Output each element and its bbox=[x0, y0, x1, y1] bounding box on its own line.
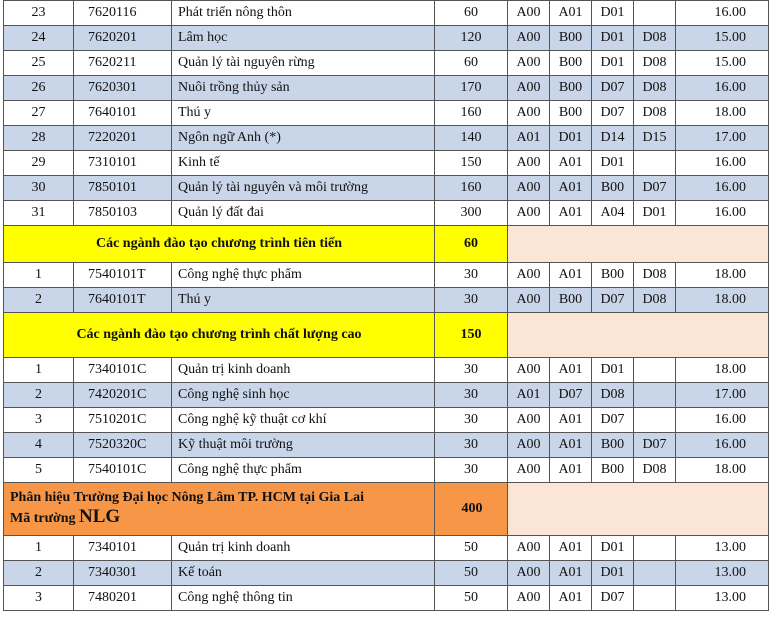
major-code: 7620116 bbox=[74, 1, 172, 26]
section-title: Các ngành đào tạo chương trình chất lượng cao bbox=[4, 313, 435, 358]
row-number: 4 bbox=[4, 433, 74, 458]
subject-combo-2: B00 bbox=[550, 76, 592, 101]
major-code: 7620301 bbox=[74, 76, 172, 101]
subject-combo-4 bbox=[634, 358, 676, 383]
row-number: 30 bbox=[4, 176, 74, 201]
subject-combo-3: B00 bbox=[592, 433, 634, 458]
min-score: 18.00 bbox=[676, 458, 769, 483]
major-code: 7850103 bbox=[74, 201, 172, 226]
major-code: 7540101T bbox=[74, 263, 172, 288]
row-number: 2 bbox=[4, 561, 74, 586]
row-number: 3 bbox=[4, 586, 74, 611]
table-body-branch bbox=[4, 536, 769, 611]
major-name: Công nghệ thực phẩm bbox=[172, 458, 435, 483]
subject-combo-3: D01 bbox=[592, 561, 634, 586]
section-row-advanced bbox=[4, 226, 769, 263]
quota: 50 bbox=[435, 561, 508, 586]
quota: 140 bbox=[435, 126, 508, 151]
major-name: Kế toán bbox=[172, 561, 435, 586]
subject-combo-4 bbox=[634, 561, 676, 586]
table-row bbox=[4, 383, 769, 408]
min-score: 16.00 bbox=[676, 433, 769, 458]
section-branch bbox=[4, 483, 769, 536]
major-name: Nuôi trồng thủy sản bbox=[172, 76, 435, 101]
row-number: 5 bbox=[4, 458, 74, 483]
subject-combo-3: D07 bbox=[592, 408, 634, 433]
major-name: Quản lý tài nguyên và môi trường bbox=[172, 176, 435, 201]
subject-combo-2: A01 bbox=[550, 433, 592, 458]
subject-combo-1: A01 bbox=[508, 383, 550, 408]
section-quota: 60 bbox=[435, 226, 508, 263]
min-score: 16.00 bbox=[676, 408, 769, 433]
min-score: 13.00 bbox=[676, 561, 769, 586]
major-code: 7420201C bbox=[74, 383, 172, 408]
major-code: 7540101C bbox=[74, 458, 172, 483]
subject-combo-3: B00 bbox=[592, 176, 634, 201]
subject-combo-4: D07 bbox=[634, 176, 676, 201]
subject-combo-3: D01 bbox=[592, 536, 634, 561]
min-score: 17.00 bbox=[676, 383, 769, 408]
subject-combo-2: A01 bbox=[550, 561, 592, 586]
major-code: 7620201 bbox=[74, 26, 172, 51]
subject-combo-4: D08 bbox=[634, 76, 676, 101]
major-name: Công nghệ thông tin bbox=[172, 586, 435, 611]
min-score: 18.00 bbox=[676, 288, 769, 313]
quota: 160 bbox=[435, 101, 508, 126]
major-name: Phát triển nông thôn bbox=[172, 1, 435, 26]
subject-combo-4: D01 bbox=[634, 201, 676, 226]
min-score: 13.00 bbox=[676, 536, 769, 561]
subject-combo-4 bbox=[634, 151, 676, 176]
subject-combo-4: D08 bbox=[634, 288, 676, 313]
subject-combo-2: A01 bbox=[550, 151, 592, 176]
row-number: 31 bbox=[4, 201, 74, 226]
subject-combo-4: D08 bbox=[634, 263, 676, 288]
section-row-branch bbox=[4, 483, 769, 536]
subject-combo-3: D08 bbox=[592, 383, 634, 408]
major-code: 7340301 bbox=[74, 561, 172, 586]
major-name: Công nghệ thực phẩm bbox=[172, 263, 435, 288]
subject-combo-4 bbox=[634, 586, 676, 611]
row-number: 1 bbox=[4, 263, 74, 288]
major-name: Quản lý đất đai bbox=[172, 201, 435, 226]
min-score: 18.00 bbox=[676, 358, 769, 383]
subject-combo-2: A01 bbox=[550, 358, 592, 383]
subject-combo-1: A00 bbox=[508, 561, 550, 586]
subject-combo-1: A01 bbox=[508, 126, 550, 151]
branch-title: Phân hiệu Trường Đại học Nông Lâm TP. HCM tại Gia Lai bbox=[10, 490, 365, 505]
table-row bbox=[4, 536, 769, 561]
subject-combo-1: A00 bbox=[508, 51, 550, 76]
table-row bbox=[4, 358, 769, 383]
table-body-advanced bbox=[4, 263, 769, 313]
quota: 120 bbox=[435, 26, 508, 51]
subject-combo-3: D07 bbox=[592, 76, 634, 101]
table-row bbox=[4, 101, 769, 126]
subject-combo-3: D01 bbox=[592, 358, 634, 383]
table-row bbox=[4, 151, 769, 176]
subject-combo-4: D15 bbox=[634, 126, 676, 151]
subject-combo-2: A01 bbox=[550, 586, 592, 611]
subject-combo-2: A01 bbox=[550, 201, 592, 226]
subject-combo-3: D07 bbox=[592, 101, 634, 126]
table-body-high-quality bbox=[4, 358, 769, 483]
subject-combo-4: D08 bbox=[634, 458, 676, 483]
quota: 30 bbox=[435, 408, 508, 433]
major-name: Thú y bbox=[172, 101, 435, 126]
table-row bbox=[4, 176, 769, 201]
subject-combo-2: A01 bbox=[550, 458, 592, 483]
table-row bbox=[4, 586, 769, 611]
table-body-regular bbox=[4, 1, 769, 226]
major-name: Quản trị kinh doanh bbox=[172, 358, 435, 383]
row-number: 1 bbox=[4, 358, 74, 383]
table-row bbox=[4, 26, 769, 51]
min-score: 16.00 bbox=[676, 151, 769, 176]
row-number: 3 bbox=[4, 408, 74, 433]
subject-combo-3: D01 bbox=[592, 51, 634, 76]
quota: 60 bbox=[435, 1, 508, 26]
subject-combo-4 bbox=[634, 536, 676, 561]
quota: 30 bbox=[435, 288, 508, 313]
row-number: 1 bbox=[4, 536, 74, 561]
section-blank bbox=[508, 226, 769, 263]
quota: 300 bbox=[435, 201, 508, 226]
section-blank bbox=[508, 483, 769, 536]
quota: 30 bbox=[435, 458, 508, 483]
row-number: 2 bbox=[4, 288, 74, 313]
subject-combo-1: A00 bbox=[508, 76, 550, 101]
section-quota: 400 bbox=[435, 483, 508, 536]
subject-combo-2: D01 bbox=[550, 126, 592, 151]
quota: 30 bbox=[435, 358, 508, 383]
subject-combo-1: A00 bbox=[508, 288, 550, 313]
subject-combo-2: B00 bbox=[550, 101, 592, 126]
major-code: 7620211 bbox=[74, 51, 172, 76]
min-score: 16.00 bbox=[676, 176, 769, 201]
table-row bbox=[4, 126, 769, 151]
major-code: 7340101C bbox=[74, 358, 172, 383]
major-code: 7310101 bbox=[74, 151, 172, 176]
subject-combo-3: D07 bbox=[592, 586, 634, 611]
major-code: 7510201C bbox=[74, 408, 172, 433]
subject-combo-2: A01 bbox=[550, 263, 592, 288]
quota: 50 bbox=[435, 586, 508, 611]
quota: 30 bbox=[435, 383, 508, 408]
table-row bbox=[4, 51, 769, 76]
subject-combo-1: A00 bbox=[508, 433, 550, 458]
row-number: 24 bbox=[4, 26, 74, 51]
major-code: 7520320C bbox=[74, 433, 172, 458]
subject-combo-3: D01 bbox=[592, 151, 634, 176]
table-row bbox=[4, 408, 769, 433]
subject-combo-3: D07 bbox=[592, 288, 634, 313]
table-row bbox=[4, 561, 769, 586]
major-name: Quản trị kinh doanh bbox=[172, 536, 435, 561]
major-name: Công nghệ kỹ thuật cơ khí bbox=[172, 408, 435, 433]
major-name: Kinh tế bbox=[172, 151, 435, 176]
major-name: Quản lý tài nguyên rừng bbox=[172, 51, 435, 76]
admissions-table-sheet bbox=[3, 0, 768, 611]
major-name: Công nghệ sinh học bbox=[172, 383, 435, 408]
major-code: 7640101 bbox=[74, 101, 172, 126]
subject-combo-4: D07 bbox=[634, 433, 676, 458]
section-advanced bbox=[4, 226, 769, 263]
quota: 30 bbox=[435, 433, 508, 458]
table-row bbox=[4, 458, 769, 483]
subject-combo-3: B00 bbox=[592, 263, 634, 288]
subject-combo-1: A00 bbox=[508, 1, 550, 26]
row-number: 23 bbox=[4, 1, 74, 26]
subject-combo-2: B00 bbox=[550, 26, 592, 51]
subject-combo-3: D14 bbox=[592, 126, 634, 151]
subject-combo-1: A00 bbox=[508, 176, 550, 201]
subject-combo-1: A00 bbox=[508, 263, 550, 288]
major-name: Thú y bbox=[172, 288, 435, 313]
major-code: 7340101 bbox=[74, 536, 172, 561]
table-row bbox=[4, 201, 769, 226]
subject-combo-2: A01 bbox=[550, 408, 592, 433]
subject-combo-4 bbox=[634, 383, 676, 408]
subject-combo-2: A01 bbox=[550, 176, 592, 201]
quota: 160 bbox=[435, 176, 508, 201]
subject-combo-1: A00 bbox=[508, 151, 550, 176]
subject-combo-1: A00 bbox=[508, 358, 550, 383]
major-code: 7850101 bbox=[74, 176, 172, 201]
min-score: 13.00 bbox=[676, 586, 769, 611]
major-code: 7220201 bbox=[74, 126, 172, 151]
subject-combo-2: A01 bbox=[550, 1, 592, 26]
subject-combo-1: A00 bbox=[508, 458, 550, 483]
min-score: 17.00 bbox=[676, 126, 769, 151]
table-row bbox=[4, 1, 769, 26]
min-score: 16.00 bbox=[676, 1, 769, 26]
branch-title-cell bbox=[4, 483, 435, 536]
major-code: 7480201 bbox=[74, 586, 172, 611]
table-row bbox=[4, 433, 769, 458]
branch-code-line bbox=[10, 506, 430, 528]
major-name: Kỹ thuật môi trường bbox=[172, 433, 435, 458]
row-number: 28 bbox=[4, 126, 74, 151]
subject-combo-3: A04 bbox=[592, 201, 634, 226]
subject-combo-2: D07 bbox=[550, 383, 592, 408]
subject-combo-4: D08 bbox=[634, 51, 676, 76]
section-high-quality bbox=[4, 313, 769, 358]
row-number: 29 bbox=[4, 151, 74, 176]
subject-combo-2: A01 bbox=[550, 536, 592, 561]
subject-combo-4: D08 bbox=[634, 101, 676, 126]
subject-combo-3: B00 bbox=[592, 458, 634, 483]
section-blank bbox=[508, 313, 769, 358]
major-name: Ngôn ngữ Anh (*) bbox=[172, 126, 435, 151]
min-score: 18.00 bbox=[676, 263, 769, 288]
subject-combo-3: D01 bbox=[592, 26, 634, 51]
section-quota: 150 bbox=[435, 313, 508, 358]
min-score: 15.00 bbox=[676, 26, 769, 51]
min-score: 16.00 bbox=[676, 76, 769, 101]
subject-combo-2: B00 bbox=[550, 288, 592, 313]
quota: 170 bbox=[435, 76, 508, 101]
branch-school-code: NLG bbox=[79, 506, 121, 527]
min-score: 15.00 bbox=[676, 51, 769, 76]
branch-code-label: Mã trường bbox=[10, 511, 80, 526]
subject-combo-1: A00 bbox=[508, 586, 550, 611]
table-row bbox=[4, 288, 769, 313]
row-number: 27 bbox=[4, 101, 74, 126]
major-code: 7640101T bbox=[74, 288, 172, 313]
section-row-high-quality bbox=[4, 313, 769, 358]
min-score: 16.00 bbox=[676, 201, 769, 226]
quota: 30 bbox=[435, 263, 508, 288]
subject-combo-4 bbox=[634, 408, 676, 433]
row-number: 25 bbox=[4, 51, 74, 76]
table-row bbox=[4, 76, 769, 101]
min-score: 18.00 bbox=[676, 101, 769, 126]
subject-combo-1: A00 bbox=[508, 26, 550, 51]
subject-combo-1: A00 bbox=[508, 536, 550, 561]
section-title: Các ngành đào tạo chương trình tiên tiến bbox=[4, 226, 435, 263]
quota: 60 bbox=[435, 51, 508, 76]
subject-combo-4: D08 bbox=[634, 26, 676, 51]
subject-combo-1: A00 bbox=[508, 408, 550, 433]
major-name: Lâm học bbox=[172, 26, 435, 51]
subject-combo-1: A00 bbox=[508, 201, 550, 226]
subject-combo-4 bbox=[634, 1, 676, 26]
subject-combo-2: B00 bbox=[550, 51, 592, 76]
subject-combo-1: A00 bbox=[508, 101, 550, 126]
admissions-table bbox=[3, 0, 769, 611]
table-row bbox=[4, 263, 769, 288]
row-number: 26 bbox=[4, 76, 74, 101]
quota: 50 bbox=[435, 536, 508, 561]
subject-combo-3: D01 bbox=[592, 1, 634, 26]
row-number: 2 bbox=[4, 383, 74, 408]
quota: 150 bbox=[435, 151, 508, 176]
